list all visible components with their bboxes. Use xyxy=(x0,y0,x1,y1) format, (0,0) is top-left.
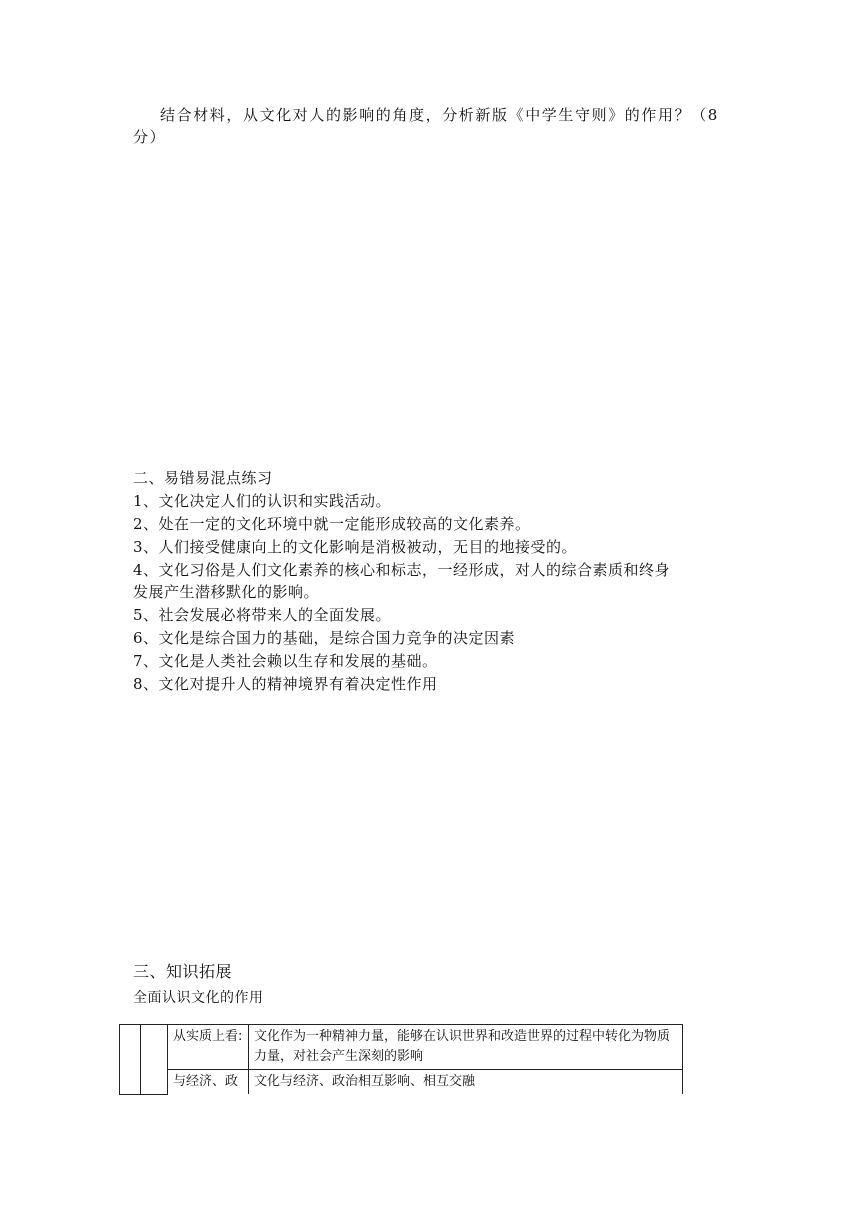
exercise-item-3: 3、人们接受健康向上的文化影响是消极被动，无目的地接受的。 xyxy=(133,538,578,556)
exercise-item-4-cont: 发展产生潜移默化的影响。 xyxy=(133,583,320,601)
table-row-label: 与经济、政 xyxy=(168,1070,249,1095)
culture-role-table xyxy=(119,1024,683,1095)
section-2-title: 二、易错易混点练习 xyxy=(133,469,273,487)
question-prompt xyxy=(133,104,733,148)
table-row-label: 从实质上看: xyxy=(168,1025,249,1070)
exercise-item-6: 6、文化是综合国力的基础，是综合国力竞争的决定因素 xyxy=(133,629,516,647)
table-row xyxy=(120,1070,683,1095)
section-3-title: 三、知识拓展 xyxy=(133,962,233,981)
exercise-item-7: 7、文化是人类社会赖以生存和发展的基础。 xyxy=(133,652,438,670)
exercise-item-8: 8、文化对提升人的精神境界有着决定性作用 xyxy=(133,675,438,693)
question-line-1: 结合材料，从文化对人的影响的角度，分析新版《中学生守则》的作用？（8 xyxy=(160,106,719,124)
table-cell-empty xyxy=(141,1025,168,1095)
exercise-item-2: 2、处在一定的文化环境中就一定能形成较高的文化素养。 xyxy=(133,515,531,533)
exercise-item-1: 1、文化决定人们的认识和实践活动。 xyxy=(133,492,392,510)
table-cell-empty xyxy=(120,1025,141,1095)
table-row xyxy=(120,1025,683,1070)
exercise-item-4: 4、文化习俗是人们文化素养的核心和标志，一经形成，对人的综合素质和终身 xyxy=(133,561,671,579)
exercise-item-5: 5、社会发展必将带来人的全面发展。 xyxy=(133,606,392,624)
table-row-content: 文化与经济、政治相互影响、相互交融 xyxy=(249,1070,683,1095)
section-3-subtitle: 全面认识文化的作用 xyxy=(133,990,264,1006)
question-line-2: 分） xyxy=(133,128,167,146)
table-row-content: 文化作为一种精神力量，能够在认识世界和改造世界的过程中转化为物质力量，对社会产生深刻的影响 xyxy=(249,1025,683,1070)
